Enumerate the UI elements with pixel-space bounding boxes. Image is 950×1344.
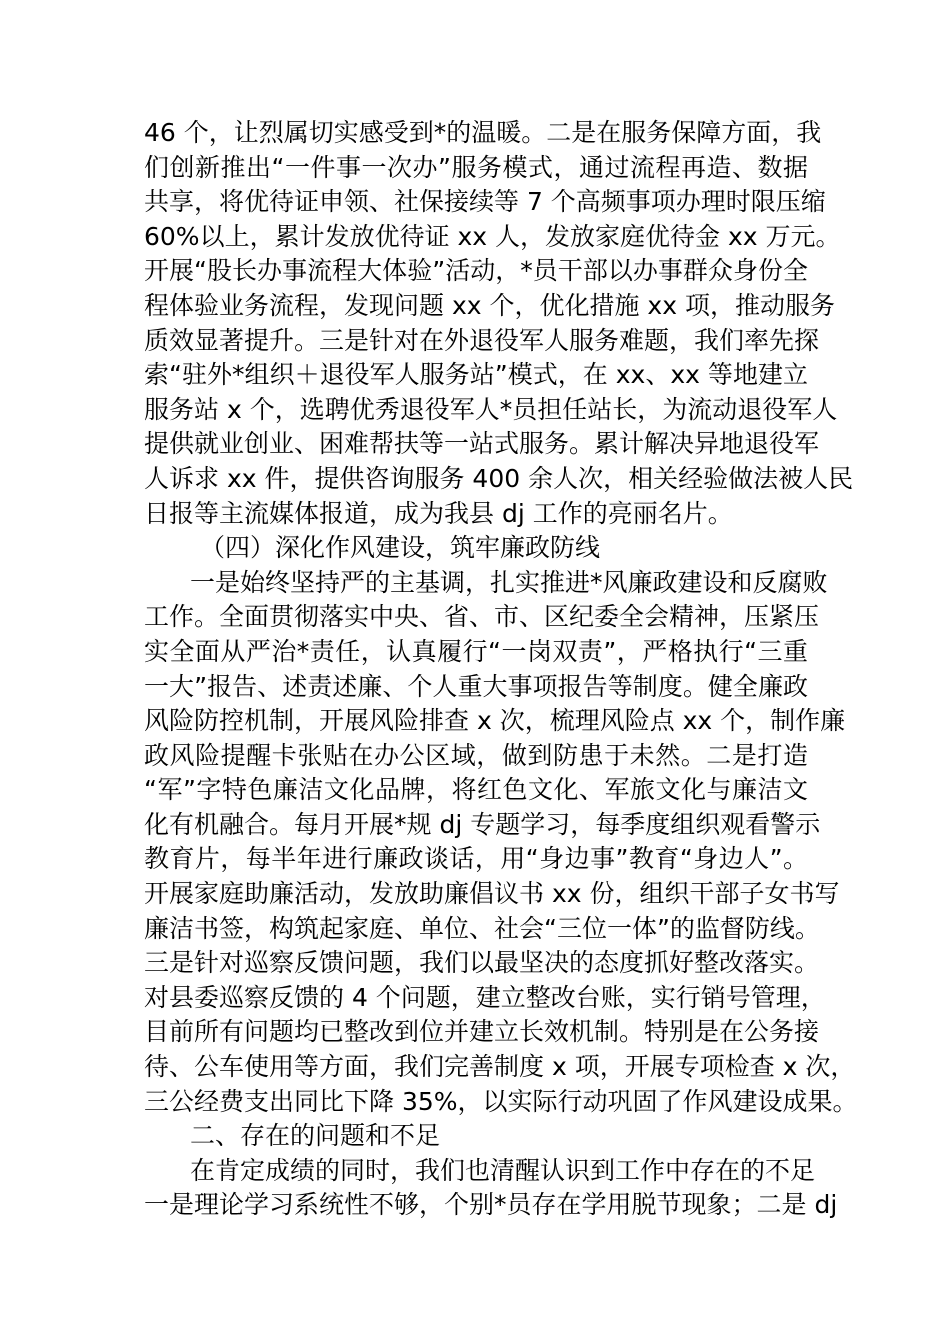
document-body [144,116,858,1223]
text-line: 教育片，每半年进行廉政谈话，用“身边事”教育“身边人”。 [144,844,808,874]
text-line: 三是针对巡察反馈问题，我们以最坚决的态度抓好整改落实。 [144,948,820,978]
text-line: 实全面从严治*责任，认真履行“一岗双责”，严格执行“三重 [144,636,808,666]
text-line: 服务站 x 个，选聘优秀退役军人*员担任站长，为流动退役军人 [144,394,838,424]
text-line: 提供就业创业、困难帮扶等一站式服务。累计解决异地退役军 [144,429,820,459]
text-line: 们创新推出“一件事一次办”服务模式，通过流程再造、数据 [144,152,808,182]
text-line: 廉洁书签，构筑起家庭、单位、社会“三位一体”的监督防线。 [144,913,820,943]
text-line: 在肯定成绩的同时，我们也清醒认识到工作中存在的不足 [190,1155,816,1185]
text-line: 46 个，让烈属切实感受到*的温暖。二是在服务保障方面，我 [144,118,822,147]
text-line: 开展“股长办事流程大体验”活动，*员干部以办事群众身份全 [144,256,808,286]
text-line: 化有机融合。每月开展*规 dj 专题学习，每季度组织观看警示 [144,809,821,839]
text-line: 程体验业务流程，发现问题 xx 个，优化措施 xx 项，推动服务 [144,290,835,320]
text-line: 索“驻外*组织＋退役军人服务站”模式，在 xx、xx 等地建立 [144,360,808,390]
text-line: 人诉求 xx 件，提供咨询服务 400 余人次，相关经验做法被人民 [144,463,854,493]
text-line: 目前所有问题均已整改到位并建立长效机制。特别是在公务接 [144,1017,820,1047]
text-line: 一大”报告、述责述廉、个人重大事项报告等制度。健全廉政 [144,671,808,701]
text-line: 三公经费支出同比下降 35%，以实际行动巩固了作风建设成果。 [144,1086,858,1116]
text-line: 日报等主流媒体报道，成为我县 dj 工作的亮丽名片。 [144,498,733,528]
text-line: 60%以上，累计发放优待证 xx 人，发放家庭优待金 xx 万元。 [144,221,841,251]
section-heading: （四）深化作风建设，筑牢廉政防线 [200,533,601,563]
section-heading: 二、存在的问题和不足 [190,1121,441,1151]
text-line: 共享，将优待证申领、社保接续等 7 个高频事项办理时限压缩 [144,187,826,217]
text-line: 工作。全面贯彻落实中央、省、市、区纪委全会精神，压紧压 [144,602,820,632]
text-line: 政风险提醒卡张贴在办公区域，做到防患于未然。二是打造 [144,740,808,770]
text-line: 风险防控机制，开展风险排查 x 次，梳理风险点 xx 个，制作廉 [144,706,846,736]
text-line: 对县委巡察反馈的 4 个问题，建立整改台账，实行销号管理， [144,982,826,1012]
text-line: 一是理论学习系统性不够，个别*员存在学用脱节现象；二是 dj [144,1190,838,1220]
text-line: 待、公车使用等方面，我们完善制度 x 项，开展专项检查 x 次， [144,1052,856,1082]
text-line: 质效显著提升。三是针对在外退役军人服务难题，我们率先探 [144,325,820,355]
text-line: “军”字特色廉洁文化品牌，将红色文化、军旅文化与廉洁文 [144,775,808,805]
text-line: 开展家庭助廉活动，发放助廉倡议书 xx 份，组织干部子女书写 [144,879,840,909]
text-line: 一是始终坚持严的主基调，扎实推进*风廉政建设和反腐败 [190,567,828,597]
